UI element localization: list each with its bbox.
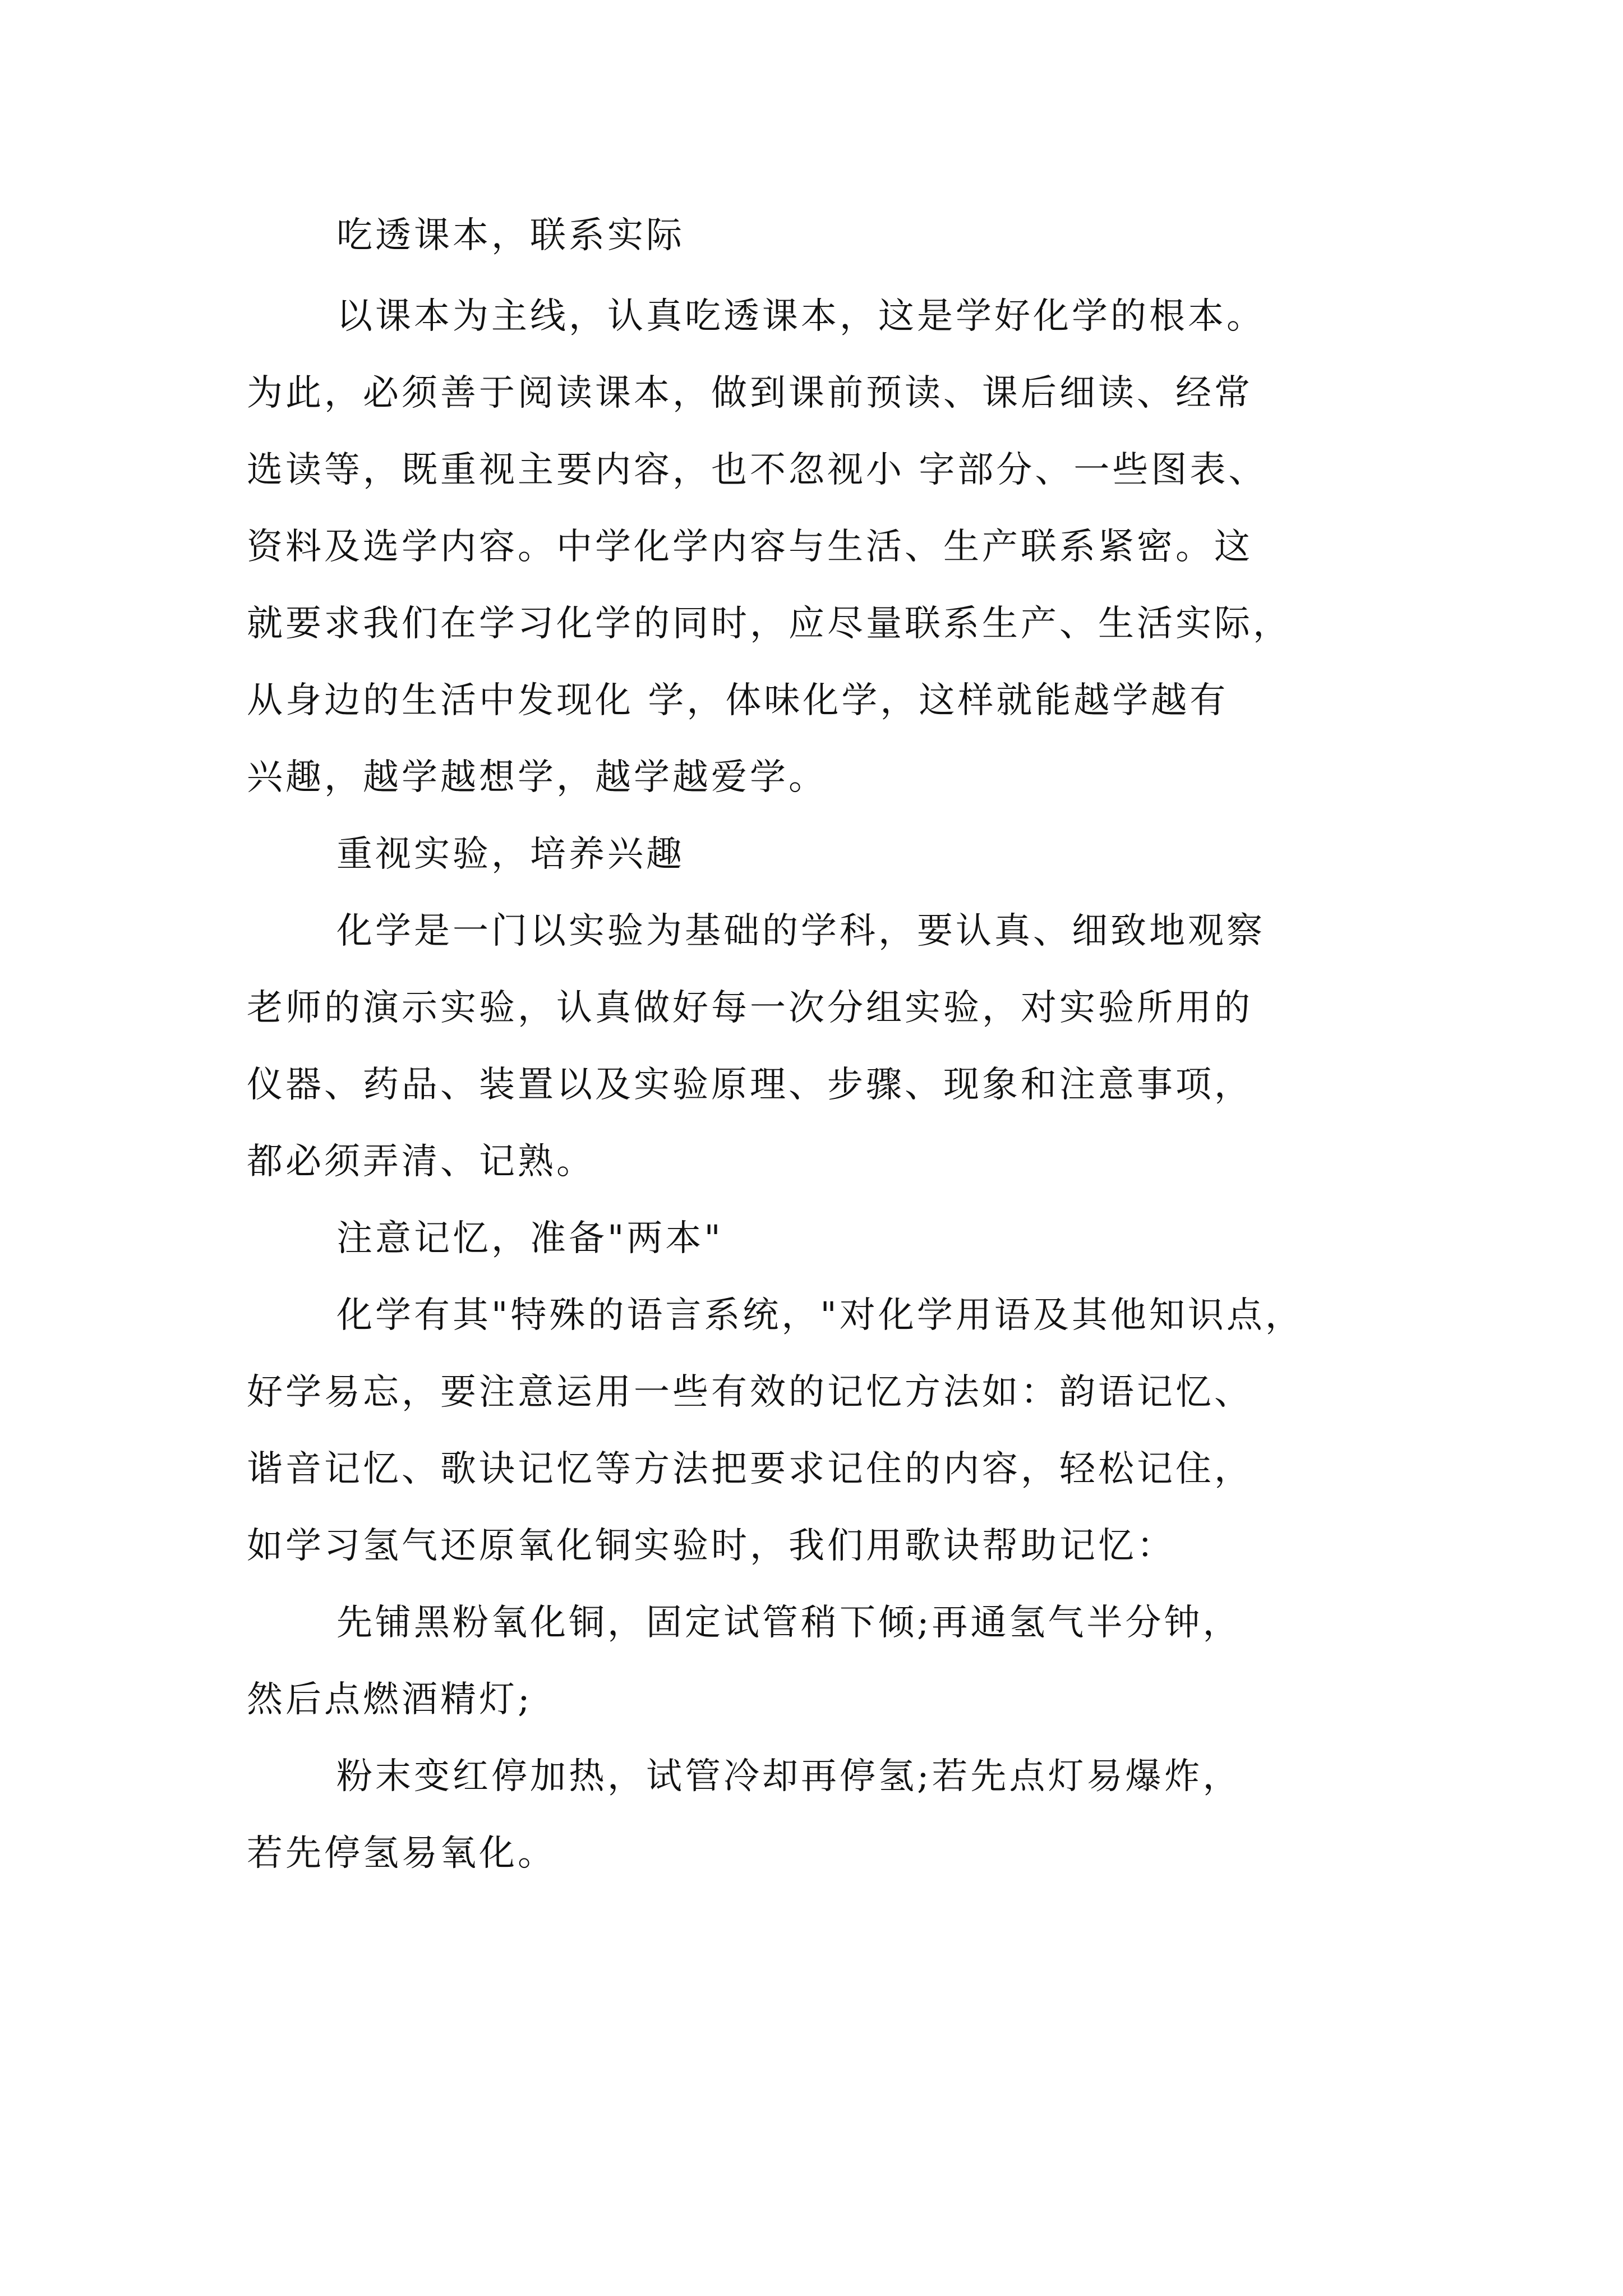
paragraph-line: 兴趣，越学越想学，越学越爱学。 (247, 757, 827, 798)
heading-experiments: 重视实验，培养兴趣 (336, 834, 685, 875)
paragraph-line: 都必须弄清、记熟。 (247, 1141, 595, 1182)
paragraph-line: 就要求我们在学习化学的同时，应尽量联系生产、生活实际， (247, 603, 1292, 645)
paragraph-line: 谐音记忆、歌诀记忆等方法把要求记住的内容，轻松记住， (247, 1448, 1253, 1490)
paragraph-line: 好学易忘，要注意运用一些有效的记忆方法如：韵语记忆、 (247, 1372, 1253, 1413)
paragraph-line: 化学有其"特殊的语言系统，"对化学用语及其他知识点， (336, 1295, 1304, 1336)
paragraph-line: 老师的演示实验，认真做好每一次分组实验，对实验所用的 (247, 987, 1253, 1029)
paragraph-line: 化学是一门以实验为基础的学科，要认真、细致地观察 (336, 910, 1265, 952)
paragraph-line: 选读等，既重视主要内容，也不忽视小 字部分、一些图表、 (247, 449, 1267, 491)
mnemonic-verse-line: 若先停氢易氧化。 (247, 1833, 556, 1874)
heading-memory: 注意记忆，准备"两本" (336, 1218, 723, 1259)
mnemonic-verse-line: 先铺黑粉氧化铜，固定试管稍下倾;再通氢气半分钟， (336, 1602, 1242, 1644)
paragraph-line: 资料及选学内容。中学化学内容与生活、生产联系紧密。这 (247, 526, 1253, 568)
paragraph-line: 仪器、药品、装置以及实验原理、步骤、现象和注意事项， (247, 1064, 1253, 1106)
paragraph-line: 为此，必须善于阅读课本，做到课前预读、课后细读、经常 (247, 372, 1253, 414)
paragraph-line: 以课本为主线，认真吃透课本，这是学好化学的根本。 (336, 296, 1265, 337)
paragraph-line: 如学习氢气还原氧化铜实验时，我们用歌诀帮助记忆： (247, 1525, 1175, 1567)
mnemonic-verse-line: 然后点燃酒精灯; (247, 1679, 533, 1720)
paragraph-line: 从身边的生活中发现化 学，体味化学，这样就能越学越有 (247, 680, 1229, 721)
heading-study-textbook: 吃透课本，联系实际 (336, 215, 685, 256)
mnemonic-verse-line: 粉末变红停加热，试管冷却再停氢;若先点灯易爆炸， (336, 1756, 1242, 1797)
